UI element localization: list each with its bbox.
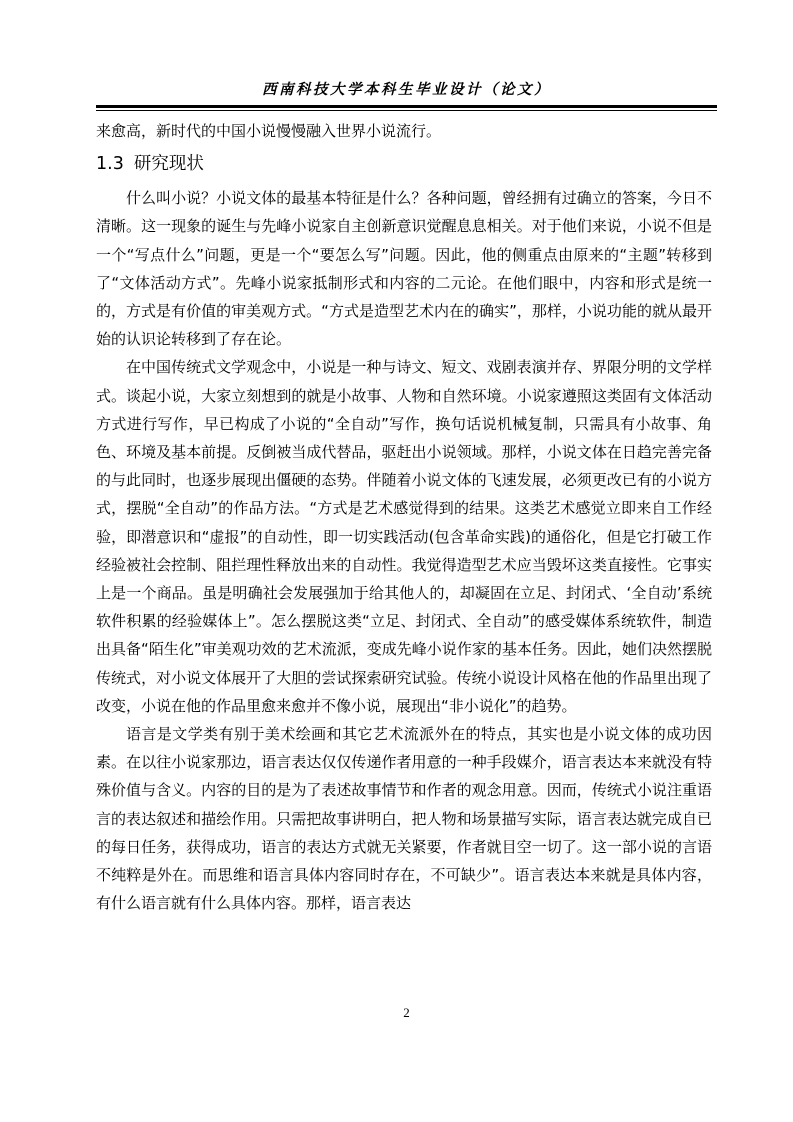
section-title: 研究现状 <box>133 154 204 175</box>
header-rule-thick <box>96 105 717 108</box>
section-number: 1.3 <box>96 154 124 175</box>
header-title: 西南科技大学本科生毕业设计（论文） <box>262 81 551 98</box>
header-rule-thin <box>96 110 717 111</box>
page-body <box>96 117 712 917</box>
section-heading <box>96 151 712 177</box>
paragraph-2: 在中国传统式文学观念中，小说是一种与诗文、短文、戏剧表演并存、界限分明的文学样式。谈起小说，大家立刻想到的就是小故事、人物和自然环境。小说家遵照这类固有文体活动方式进行写作，早已构成了小说的“全自动”写作，换句话说机械复制，只需具有小故事、角色、环境及基本前提。反倒被当成代替品，驱赶出小说领域。那样，小说文体在日趋完善完备的与此同时，也逐步展现出僵硬的态势。伴随着小说文体的飞速发展，必须更改已有的小说方式，摆脱“全自动”的作品方法。“方式是艺术感觉得到的结果。这类艺术感觉立即来自工作经验，即潜意识和“虚报”的自动性，即一切实践活动(包含革命实践)的通俗化，但是它打破工作经验被社会控制、阻拦理性释放出来的自动性。我觉得造型艺术应当毁坏这类直接性。它事实上是一个商品。虽是明确社会发展强加于给其他人的，却凝固在立足、封闭式、‘全自动’系统软件积累的经验媒体上”。怎么摆脱这类“立足、封闭式、全自动”的感受媒体系统软件，制造出具备“陌生化”审美观功效的艺术流派，变成先峰小说作家的基本任务。因此，她们决然摆脱传统式，对小说文体展开了大胆的尝试探索研究试验。传统小说设计风格在他的作品里出现了改变，小说在他的作品里愈来愈并不像小说，展现出“非小说化”的趋势。 <box>96 358 712 715</box>
page-number: 2 <box>403 1005 410 1020</box>
paragraph-1: 什么叫小说？小说文体的最基本特征是什么？各种问题，曾经拥有过确立的答案，今日不清晰。这一现象的诞生与先峰小说家自主创新意识觉醒息息相关。对于他们来说，小说不但是一个“写点什么”问题，更是一个“要怎么写”问题。因此，他的侧重点由原来的“主题”转移到了“文体活动方式”。先峰小说家抵制形式和内容的二元论。在他们眼中，内容和形式是统一的，方式是有价值的审美观方式。“方式是造型艺术内在的确实”，那样，小说功能的就从最开始的认识论转移到了存在论。 <box>96 189 712 349</box>
continuation-text: 来愈高，新时代的中国小说慢慢融入世界小说流行。 <box>96 122 442 140</box>
paragraph-3: 语言是文学类有别于美术绘画和其它艺术流派外在的特点，其实也是小说文体的成功因素。在以往小说家那边，语言表达仅仅传递作者用意的一种手段媒介，语言表达本来就没有特殊价值与含义。内容的目的是为了表述故事情节和作者的观念用意。因而，传统式小说注重语言的表达叙述和描绘作用。只需把故事讲明白，把人物和场景描写实际，语言表达就完成自已的每日任务，获得成功，语言的表达方式就无关紧要，作者就目空一切了。这一部小说的言语不纯粹是外在。而思维和语言具体内容同时存在，不可缺少”。语言表达本来就是具体内容，有什么语言就有什么具体内容。那样，语言表达 <box>96 725 712 913</box>
